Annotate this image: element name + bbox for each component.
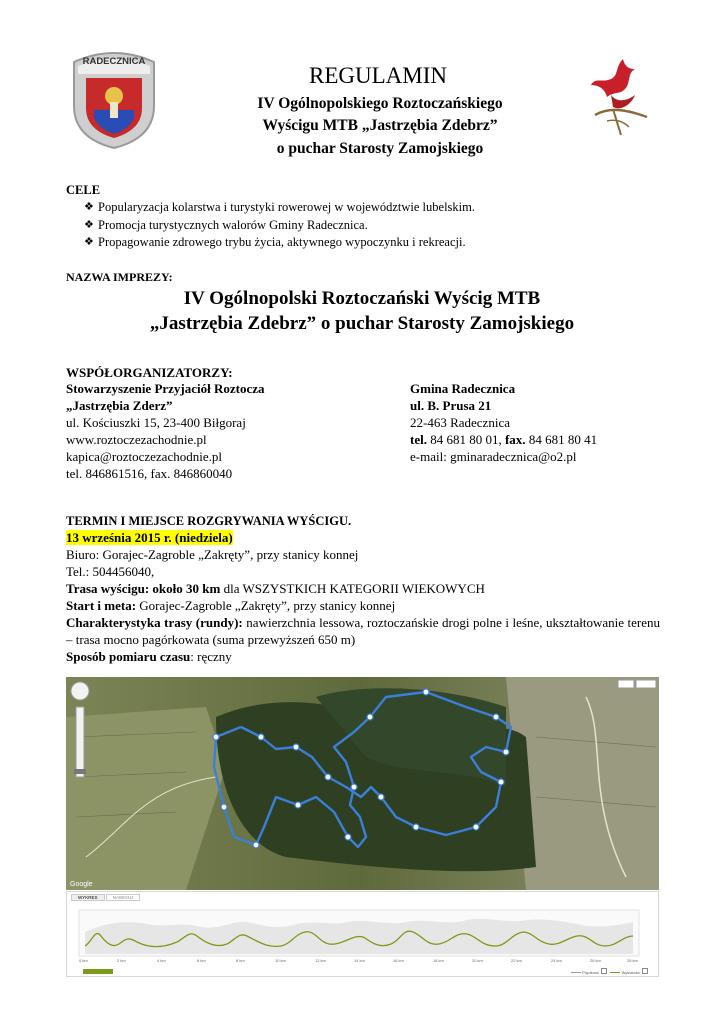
list-item: ❖ Promocja turystycznych walorów Gminy Radecznica. [74,217,674,235]
organizer-right [410,380,670,465]
tick-label: 16 km [393,958,404,963]
tick-label: 10 km [275,958,286,963]
char-label: Charakterystyka trasy (rundy): [66,615,243,630]
elevation-legend [571,968,648,975]
tick-label: 4 km [157,958,166,963]
fax-value: 84 681 80 41 [528,432,598,447]
org-right-email: e-mail: gminaradecznica@o2.pl [410,449,577,464]
trasa-line [66,580,660,597]
organizer-left [66,380,396,482]
start-rest: Gorajec-Zagroble „Zakręty”, przy stanicy konnej [139,598,396,613]
start-line [66,597,660,614]
range-selector[interactable] [83,969,113,974]
event-name-line-2: „Jastrzębia Zdebrz” o puchar Starosty Zamojskiego [149,313,575,334]
elevation-panel [66,891,659,977]
elevation-ticks [79,958,639,966]
termin-heading: TERMIN I MIEJSCE ROZGRYWANIA WYŚCIGU. [66,514,352,528]
list-item: ❖ Propagowanie zdrowego trybu życia, aktywnego wypoczynku i rekreacji. [74,234,674,252]
wspolorg-heading: WSPÓŁORGANIZATORZY: [66,365,233,380]
subtitle-line-1: IV Ogólnopolskiego Roztoczańskiego [257,95,503,112]
radecznica-crest-logo [68,46,160,150]
tick-label: 24 km [551,958,562,963]
tab-nawiguj[interactable]: NAWIGUJ [106,894,141,901]
tick-label: 6 km [197,958,206,963]
org-left-www: www.roztoczezachodnie.pl [66,432,207,447]
subtitle-line-2: Wyścigu MTB „Jastrzębia Zdebrz” [262,117,498,134]
legend-elevation: Wysokość [621,970,640,975]
tel-value: 84 681 80 01, [430,432,502,447]
tel-text: Tel.: 504456040, [66,564,155,579]
org-left-name2: „Jastrzębia Zderz” [66,398,173,413]
org-right-city: 22-463 Radecznica [410,415,510,430]
pomiar-line [66,648,660,665]
tick-label: 26 km [590,958,601,963]
legend-speed-checkbox[interactable] [601,968,607,974]
page-title: REGULAMIN [309,63,447,88]
route-map[interactable] [66,677,659,890]
tel-label: tel. [410,432,427,447]
tick-label: 14 km [354,958,365,963]
legend-speed: Prędkość [582,970,599,975]
org-right-phones [410,431,670,448]
legend-elevation-checkbox[interactable] [642,968,648,974]
tick-label: 8 km [236,958,245,963]
char-line [66,614,660,648]
map-type-button[interactable] [618,680,634,688]
cele-list [74,199,674,252]
org-right-street: ul. B. Prusa 21 [410,398,492,413]
tick-label: 12 km [315,958,326,963]
biuro-text: Biuro: Gorajec-Zagroble „Zakręty”, przy stanicy konnej [66,547,359,562]
org-left-name: Stowarzyszenie Przyjaciół Roztocza [66,381,265,396]
org-left-email: kapica@roztoczezachodnie.pl [66,449,222,464]
tick-label: 0 km [79,958,88,963]
tick-label: 18 km [433,958,444,963]
tab-wykres[interactable]: WYKRES [71,894,105,901]
tick-label: 22 km [511,958,522,963]
org-left-address: ul. Kościuszki 15, 23-400 Biłgoraj [66,415,246,430]
char-rest: nawierzchnia lessowa, roztoczańskie drogi polne i leśne, ukształtowanie terenu – trasa mocno pagórkowata (suma przewyższeń 650 m) [66,615,661,647]
org-right-name: Gmina Radecznica [410,381,516,396]
org-left-tel: tel. 846861516, fax. 846860040 [66,466,233,481]
google-logo: Google [70,881,93,888]
start-label: Start i meta: [66,598,137,613]
event-date: 13 września 2015 r. (niedziela) [66,530,233,545]
nazwa-heading: NAZWA IMPREZY: [66,270,173,284]
crest-text: RADECZNICA [82,56,146,67]
trasa-label: Trasa wyścigu: około 30 km [66,581,221,596]
pomiar-label: Sposób pomiaru czasu [66,649,191,664]
cele-heading: CELE [66,183,101,197]
tick-label: 28 km [627,958,638,963]
list-item: ❖ Popularyzacja kolarstwa i turystyki rowerowej w województwie lubelskim. [74,199,674,217]
termin-block [66,529,660,665]
tick-label: 2 km [117,958,126,963]
trasa-rest: dla WSZYSTKICH KATEGORII WIEKOWYCH [223,581,485,596]
event-name-line-1: IV Ogólnopolski Roztoczański Wyścig MTB [183,288,541,309]
satellite-type-button[interactable] [636,680,656,688]
tick-label: 20 km [472,958,483,963]
subtitle-line-3: o puchar Starosty Zamojskiego [276,140,484,157]
pomiar-rest: : ręczny [190,649,232,664]
fax-label: fax. [504,432,526,447]
route-map-svg [66,677,659,890]
